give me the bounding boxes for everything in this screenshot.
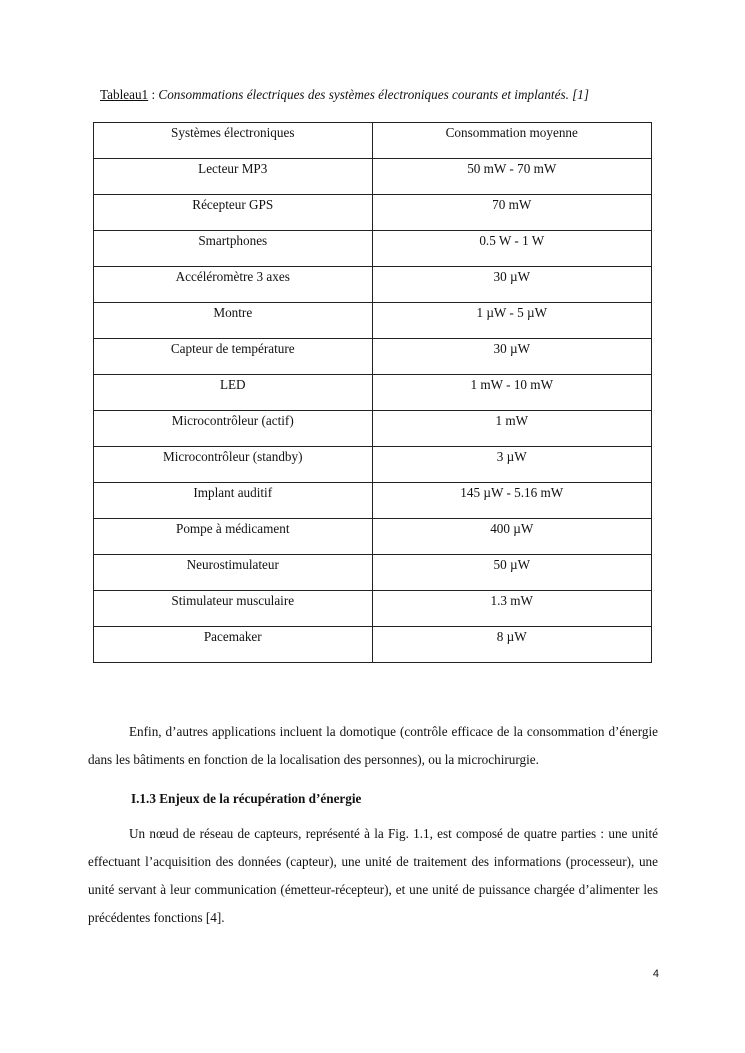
system-name-cell: Capteur de température: [94, 339, 373, 375]
table-row: [94, 303, 652, 339]
table-row: [94, 519, 652, 555]
table-body: [94, 159, 652, 663]
consumption-table: [93, 122, 652, 663]
consumption-value-cell: 8 µW: [372, 627, 651, 663]
system-name-cell: Stimulateur musculaire: [94, 591, 373, 627]
table-caption: [100, 87, 589, 103]
table-row: [94, 447, 652, 483]
system-name-cell: Neurostimulateur: [94, 555, 373, 591]
paragraph-applications: [88, 718, 658, 774]
system-name-cell: Montre: [94, 303, 373, 339]
system-name-cell: Smartphones: [94, 231, 373, 267]
consumption-value-cell: 70 mW: [372, 195, 651, 231]
table-row: [94, 339, 652, 375]
consumption-value-cell: 400 µW: [372, 519, 651, 555]
consumption-value-cell: 50 µW: [372, 555, 651, 591]
section-heading: I.1.3 Enjeux de la récupération d’énergie: [131, 791, 362, 806]
paragraph-sensor-node-text: Un nœud de réseau de capteurs, représenté à la Fig. 1.1, est composé de quatre parties : une unité effectuant l’acquisition des données (capteur), une unité de traitement des informations (processeur), une unité servant à leur communication (émetteur-récepteur), et une unité de puissance chargée d’alimenter les précédentes fonctions [4].: [88, 826, 658, 925]
table-caption-separator: :: [148, 87, 159, 102]
system-name-cell: Pacemaker: [94, 627, 373, 663]
system-name-cell: Accéléromètre 3 axes: [94, 267, 373, 303]
paragraph-sensor-node: [88, 820, 658, 932]
consumption-value-cell: 0.5 W - 1 W: [372, 231, 651, 267]
table-row: [94, 267, 652, 303]
table-caption-label: Tableau1: [100, 87, 149, 102]
consumption-value-cell: 145 µW - 5.16 mW: [372, 483, 651, 519]
paragraph-applications-text: Enfin, d’autres applications incluent la domotique (contrôle efficace de la consommation d’énergie dans les bâtiments en fonction de la localisation des personnes), ou la microchirurgie.: [88, 724, 658, 767]
consumption-value-cell: 1 µW - 5 µW: [372, 303, 651, 339]
system-name-cell: Implant auditif: [94, 483, 373, 519]
system-name-cell: Récepteur GPS: [94, 195, 373, 231]
system-name-cell: LED: [94, 375, 373, 411]
consumption-value-cell: 1 mW - 10 mW: [372, 375, 651, 411]
table-row: [94, 483, 652, 519]
column-header-consumption: Consommation moyenne: [372, 123, 651, 159]
table-row: [94, 411, 652, 447]
table-caption-text: Consommations électriques des systèmes électroniques courants et implantés. [1]: [158, 87, 590, 102]
consumption-value-cell: 50 mW - 70 mW: [372, 159, 651, 195]
table-row: [94, 627, 652, 663]
system-name-cell: Microcontrôleur (actif): [94, 411, 373, 447]
table-row: [94, 195, 652, 231]
table-row: [94, 159, 652, 195]
consumption-value-cell: 30 µW: [372, 267, 651, 303]
consumption-value-cell: 1 mW: [372, 411, 651, 447]
consumption-value-cell: 30 µW: [372, 339, 651, 375]
table-row: [94, 375, 652, 411]
table-header-row: [94, 123, 652, 159]
consumption-value-cell: 3 µW: [372, 447, 651, 483]
system-name-cell: Pompe à médicament: [94, 519, 373, 555]
consumption-value-cell: 1.3 mW: [372, 591, 651, 627]
table-row: [94, 555, 652, 591]
column-header-systems: Systèmes électroniques: [94, 123, 373, 159]
system-name-cell: Microcontrôleur (standby): [94, 447, 373, 483]
page-number: 4: [652, 968, 659, 980]
table-row: [94, 591, 652, 627]
system-name-cell: Lecteur MP3: [94, 159, 373, 195]
table-row: [94, 231, 652, 267]
